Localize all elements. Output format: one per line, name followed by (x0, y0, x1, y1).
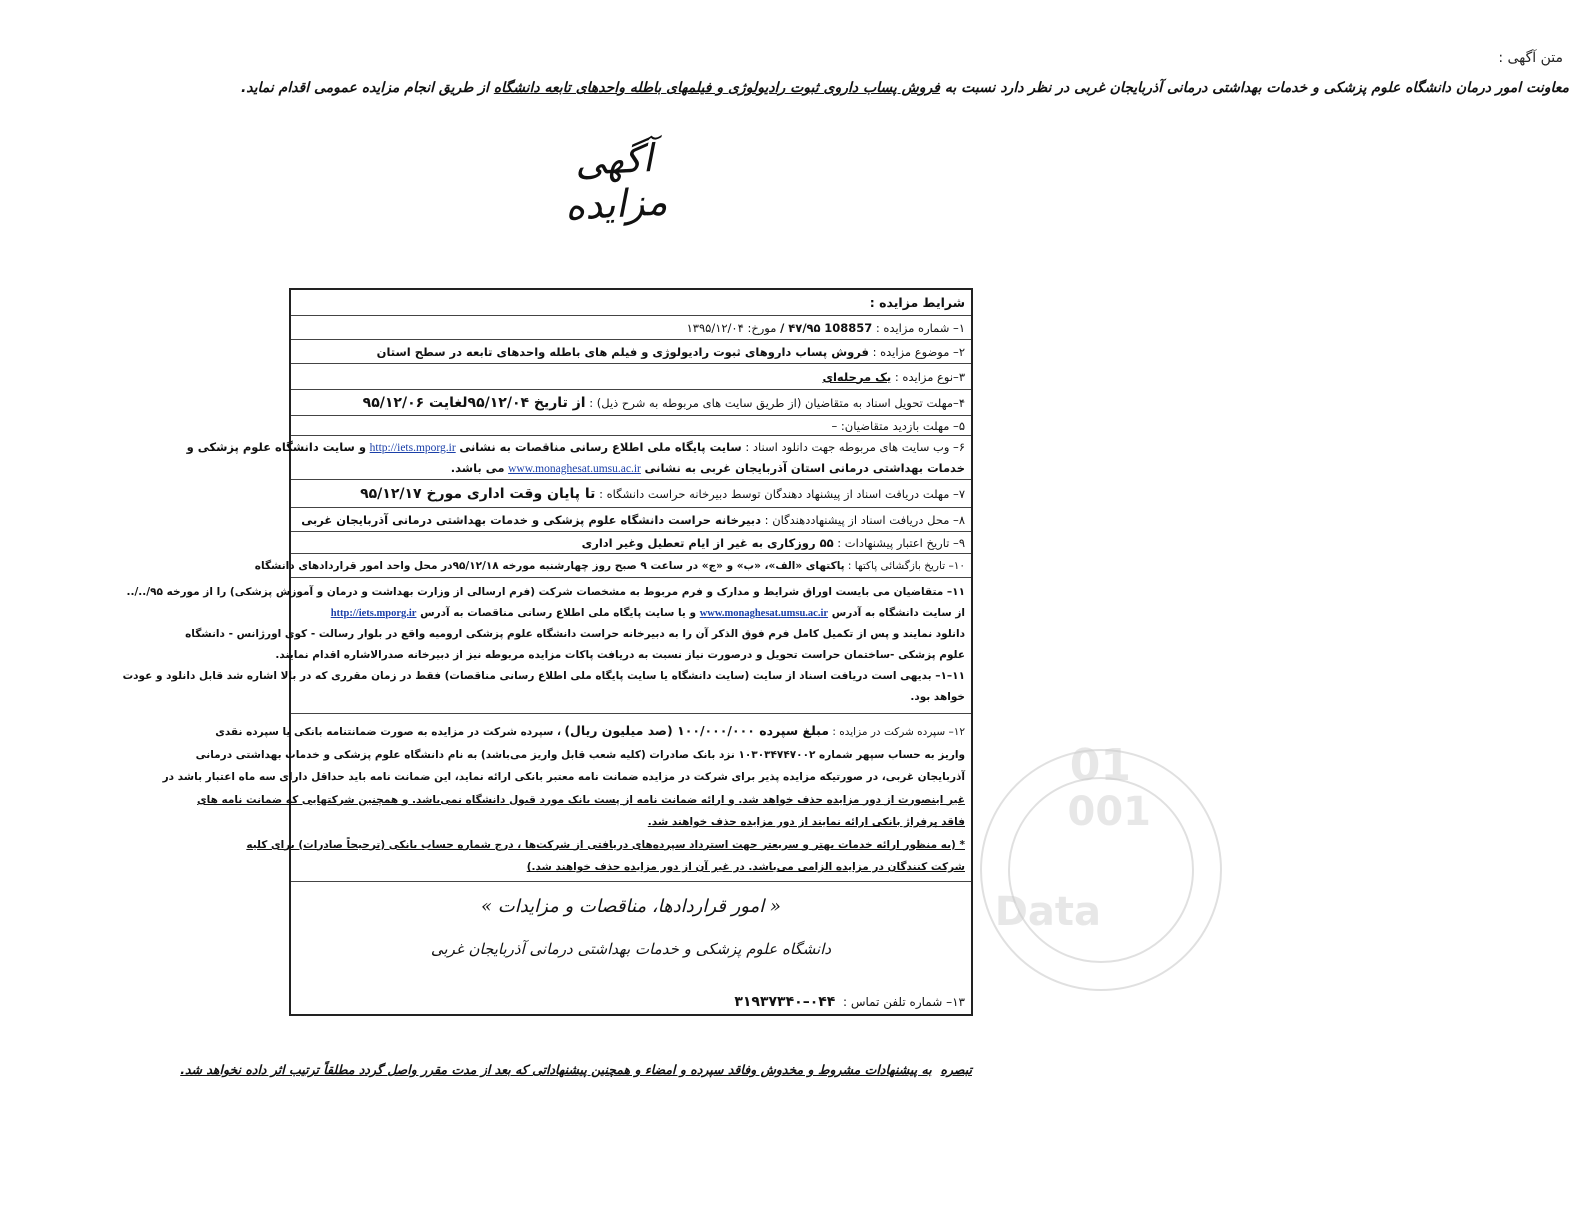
ad-text-label: متن آگهی : (1498, 50, 1563, 66)
intro-paragraph (120, 76, 1569, 100)
documents-line6: خواهد بود. (910, 691, 965, 703)
deposit-line2: واریز به حساب سپهر شماره ۱۰۳۰۳۴۷۴۷۰۰۲ نزد بانک صادرات (کلیه شعب قابل واریز می‌باشد) به نام دانشگاه علوم پزشکی و خدمات بهداشتی درمانی (195, 748, 965, 761)
svg-text:Data: Data (994, 889, 1101, 935)
deposit-line3: آذربایجان غربی، در صورتیکه مزایده پذیر برای شرکت در مزایده ضمانت نامه معتبر بانکی ارائه نماید، این ضمانت نامه باید حداقل دارای سه ماه اعتبار باشد در (162, 771, 965, 783)
deposit-line7: شرکت کنندگان در مزایده الزامی می‌باشد. در غیر آن از دور مزایده حذف خواهند شد.) (526, 861, 965, 873)
row-auction-number (291, 316, 971, 340)
footnote-label: تبصره (940, 1062, 972, 1077)
auction-date: مورخ: ۱۳۹۵/۱۲/۰۴ (686, 320, 777, 335)
phone-label: ۱۳– شماره تلفن تماس : (842, 995, 965, 1009)
websites-iets-text: سایت پایگاه ملی اطلاع رسانی مناقصات به نشانی (459, 440, 742, 454)
auction-number: 108857 (824, 320, 873, 335)
row-opening (254, 554, 971, 578)
subject-label: ۲– موضوع مزایده : (872, 344, 965, 359)
place-label: ۸– محل دریافت اسناد از پیشنهاددهندگان : (764, 512, 965, 527)
receipt-label: ۷– مهلت دریافت اسناد از پیشنهاد دهندگان توسط دبیرخانه حراست دانشگاه : (599, 486, 965, 501)
signature-department: « امور قراردادها، مناقصات و مزایدات » (481, 896, 781, 917)
deposit-label: ۱۲– سپرده شرکت در مزایده : (832, 726, 965, 738)
auction-code: ۴۷/۹۵ / (780, 320, 821, 335)
opening-value: پاکتهای «الف»، «ب» و «ج» در ساعت ۹ صبح روز چهارشنبه مورخه ۹۵/۱۲/۱۸در محل واحد امور قراردادهای دانشگاه (254, 559, 845, 572)
documents-line3: دانلود نمایند و پس از تکمیل کامل فرم فوق الذکر آن را به دبیرخانه حراست دانشگاه علوم پزشکی ارومیه واقع در بلوار رسالت - کوی اورژانس - دانشگاه (185, 628, 965, 640)
conditions-table (122, 288, 1151, 1016)
row-receipt-place (291, 508, 971, 532)
intro-part1: معاونت امور درمان دانشگاه علوم پزشکی و خدمات بهداشتی درمانی آذربایجان غربی در نظر دارد نسبت به (944, 80, 1569, 96)
row-validity (291, 532, 971, 554)
page-title: آگهی مزایده (563, 136, 669, 229)
row-websites (186, 436, 971, 480)
deposit-amount: مبلغ سپرده ۱۰۰/۰۰۰/۰۰۰ (صد میلیون ریال) (564, 723, 830, 738)
visit-deadline: ۵– مهلت بازدید متقاضیان: – (831, 418, 965, 433)
svg-text:01: 01 (1069, 740, 1131, 791)
documents-line5: ۱۱–۱– بدیهی است دریافت اسناد از سایت (سایت دانشگاه یا سایت پایگاه ملی اطلاع رسانی مناقصات) فقط در زمان مقرری که در بالا اشاره شد قابل دانلود و عودت (122, 670, 965, 682)
footnote (180, 1062, 972, 1077)
documents-line2-a: از سایت دانشگاه به آدرس (831, 607, 965, 619)
signature-block (291, 882, 971, 1014)
documents-monaghesat-link[interactable]: www.monaghesat.umsu.ac.ir (699, 608, 829, 619)
websites-province-text: خدمات بهداشتی درمانی استان آذربایجان غربی به نشانی (644, 461, 965, 475)
row-visit-deadline (291, 416, 971, 436)
conditions-heading-row (291, 290, 971, 316)
row-type (291, 364, 971, 390)
phone-row (734, 994, 965, 1010)
watermark-stamp (931, 720, 1261, 1020)
receipt-value: تا پایان وقت اداری مورخ ۹۵/۱۲/۱۷ (360, 485, 596, 502)
phone-number: ۰۴۴–۳۱۹۳۷۳۴۰ (734, 994, 836, 1010)
documents-line4: علوم پزشکی -ساختمان حراست تحویل و درصورت نیاز نسبت به دریافت پاکات مزایده مربوطه نیز از دبیرخانه صدرالاشاره اقدام نمایند. (275, 649, 965, 661)
documents-line1: ۱۱– متقاضیان می بایست اوراق شرایط و مدارک و فرم مربوط به مشخصات شرکت (فرم ارسالی از وزارت بهداشت و درمان و آموزش پزشکی) را از مورخه ۹۵/../.. (126, 586, 965, 598)
place-value: دبیرخانه حراست دانشگاه علوم پزشکی و خدمات بهداشتی درمانی آذربایجان غربی (301, 512, 762, 527)
websites-university-text: و سایت دانشگاه علوم پزشکی و (186, 440, 366, 454)
row-deposit (162, 714, 971, 882)
monaghesat-link[interactable]: www.monaghesat.umsu.ac.ir (508, 463, 641, 475)
row-subject (291, 340, 971, 364)
subject-value: فروش پساب داروهای ثبوت رادیولوژی و فیلم های باطله واحدهای تابعه در سطح استان (376, 344, 869, 359)
websites-end-text: می باشد. (450, 461, 505, 475)
validity-value: ۵۵ روزکاری به غیر از ایام تعطیل وغیر اداری (581, 535, 834, 550)
websites-label: ۶– وب سایت های مربوطه جهت دانلود اسناد : (745, 440, 965, 454)
row-documents (122, 578, 971, 714)
deposit-line4: غیر اینصورت از دور مزایده حذف خواهد شد. و ارائه ضمانت نامه از پست بانک مورد قبول دانشگاه نمی‌باشد. و همچنین شرکتهایی که ضمانت نامه های (197, 793, 965, 806)
deposit-line6: * (به منظور ارائه خدمات بهتر و سریعتر جهت استرداد سپرده‌های دریافتی از شرکت‌ها ، درج شماره حساب بانکی (ترجیحاً صادرات) برای کلیه (246, 838, 965, 851)
svg-text:001: 001 (1067, 789, 1151, 835)
auction-number-label: ۱– شماره مزایده : (875, 320, 965, 335)
signature-university: دانشگاه علوم پزشکی و خدمات بهداشتی درمانی آذربایجان غربی (430, 940, 832, 958)
type-value: یک مرحله‌ای (822, 369, 892, 384)
deposit-line1-rest: ، سپرده شرکت در مزایده به صورت ضمانتنامه بانکی یا سپرده نقدی (215, 726, 561, 738)
row-receipt-deadline (291, 480, 971, 508)
deposit-line5: فاقد پرفراژ بانکی ارائه نمایند از دور مزایده حذف خواهند شد. (647, 816, 965, 828)
footnote-text: به پیشنهادات مشروط و مخدوش وفاقد سپرده و امضاء و همچنین پیشنهاداتی که بعد از مدت مقرر واصل گردد مطلقاً ترتیب اثر داده نخواهد شد. (180, 1062, 932, 1077)
iets-link[interactable]: http://iets.mporg.ir (369, 442, 456, 454)
delivery-label: ۴–مهلت تحویل اسناد به متقاضیان (از طریق سایت های مربوطه به شرح ذیل) : (589, 395, 965, 410)
documents-iets-link[interactable]: http://iets.mporg.ir (330, 608, 417, 619)
delivery-value: از تاریخ ۹۵/۱۲/۰۴لغایت ۹۵/۱۲/۰۶ (362, 394, 586, 411)
opening-label: ۱۰– تاریخ بازگشائی پاکتها : (847, 559, 965, 572)
conditions-heading: شرایط مزایده : (869, 295, 965, 310)
validity-label: ۹– تاریخ اعتبار پیشنهادات : (837, 535, 965, 550)
intro-subject: فروش پساب داروی ثبوت رادیولوژی و فیلمهای باطله واحدهای تابعه دانشگاه (493, 80, 940, 96)
intro-part3: از طریق انجام مزایده عمومی اقدام نماید. (240, 80, 489, 96)
type-label: ۳–نوع مزایده : (894, 369, 965, 384)
row-delivery-deadline (291, 390, 971, 416)
documents-line2-b: و یا سایت پایگاه ملی اطلاع رسانی مناقصات به آدرس (420, 607, 697, 619)
